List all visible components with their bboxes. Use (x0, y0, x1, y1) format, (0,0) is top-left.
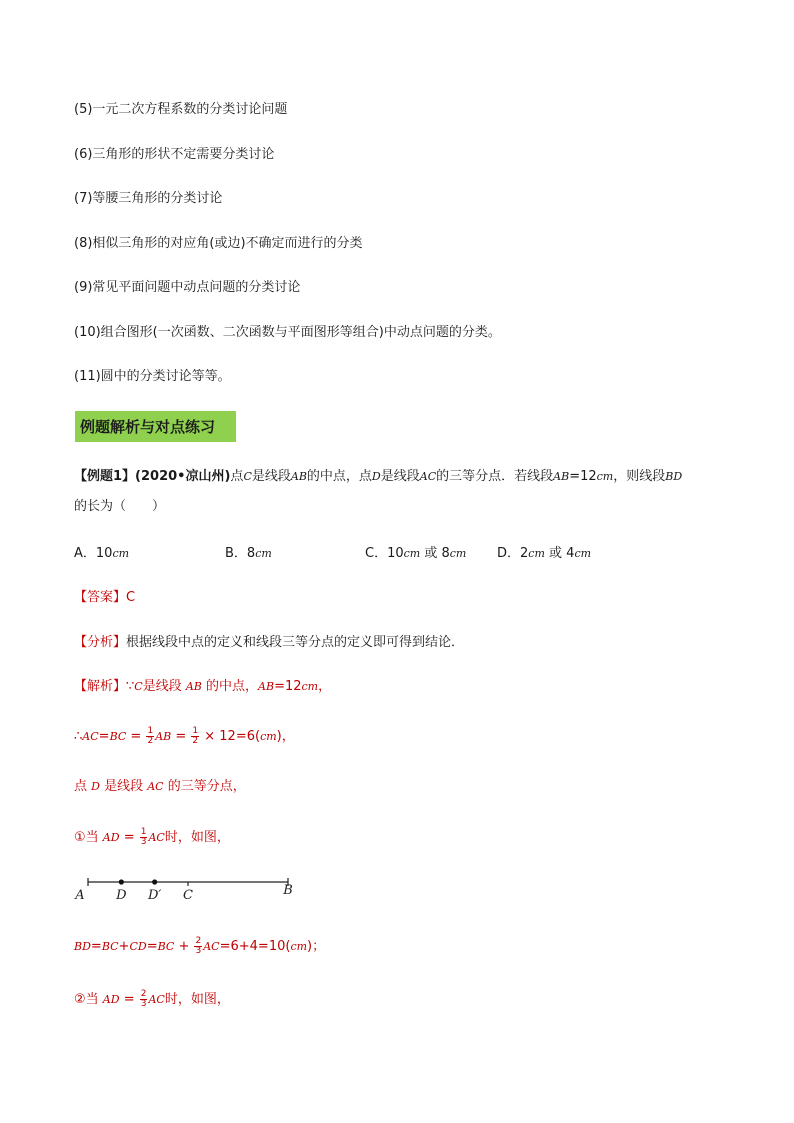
sol-text: 点 (74, 779, 92, 794)
segment-diagram (70, 872, 310, 908)
answer-value: C (126, 590, 136, 605)
option-rest: 或 4 (544, 546, 575, 561)
sol-text: 是线段 (99, 779, 148, 794)
sol-text: ， (318, 679, 332, 694)
sol-text: 是线段 (142, 679, 186, 694)
q-text: 点 (230, 469, 244, 484)
denominator: 2 (192, 736, 199, 746)
list-item-7: (7)等腰三角形的分类讨论 (74, 191, 223, 206)
list-item-9: (9)常见平面问题中动点问题的分类讨论 (74, 280, 301, 295)
sol-text: ∵ (126, 679, 135, 694)
fraction (191, 727, 199, 746)
sol-var: AC (148, 993, 165, 1006)
option-unit: cm (255, 547, 272, 560)
section-badge-label: 例题解析与对点练习 (80, 418, 216, 436)
option-unit: cm (403, 547, 421, 560)
sol-var: BC (101, 940, 119, 953)
sol-text: =12 (274, 679, 302, 694)
option-label: C．10 (365, 546, 404, 561)
sol-text: 时，如图， (164, 830, 230, 845)
sol-var: BD (74, 940, 91, 953)
example-tag: 【例题1】 (74, 469, 136, 484)
q-var-ac: AC (419, 470, 437, 483)
section-badge (75, 411, 236, 442)
sol-text: × 12=6( (200, 729, 261, 744)
sol-text: = (98, 729, 110, 744)
analysis-text: 根据线段中点的定义和线段三等分点的定义即可得到结论． (126, 635, 465, 650)
sol-var: AC (148, 831, 165, 844)
segment-label: D (116, 888, 127, 903)
sol-text: = (171, 729, 191, 744)
sol-text: + (174, 939, 194, 954)
sol-text: )； (307, 939, 326, 954)
q-text: 是线段 (251, 469, 291, 484)
option-label: D．2 (497, 546, 529, 561)
list-item-8: (8)相似三角形的对应角(或边)不确定而进行的分类 (74, 236, 363, 251)
sol-text: 的三等分点， (163, 779, 246, 794)
denominator: 3 (140, 837, 147, 847)
q-text: ，则线段 (613, 469, 666, 484)
fraction (140, 828, 148, 847)
sol-text: = (90, 939, 102, 954)
sol-var: BC (109, 730, 127, 743)
sol-text: =6+4=10( (219, 939, 291, 954)
segment-label: B (283, 883, 293, 898)
example-source: (2020•凉山州) (135, 469, 231, 484)
q-var-bd: BD (665, 470, 683, 483)
q-var-c: C (243, 470, 252, 483)
denominator: 3 (140, 999, 147, 1009)
sol-var: AC (82, 730, 99, 743)
sol-text: 时，如图， (164, 992, 230, 1007)
option-label: A．10 (74, 546, 113, 561)
analysis-line (74, 633, 464, 653)
option-b (225, 544, 272, 564)
sol-var: CD (129, 940, 147, 953)
segment-point (119, 879, 124, 884)
sol-var: AD (102, 831, 120, 844)
sol-var: AD (102, 993, 120, 1006)
sol-text: ②当 (74, 992, 103, 1007)
list-item-10: (10)组合图形(一次函数、二次函数与平面图形等组合)中动点问题的分类。 (74, 325, 501, 340)
sol-text: = (126, 729, 146, 744)
sol-var: D (91, 780, 100, 793)
solution-label: 【解析】 (74, 679, 127, 694)
segment-label: D′ (147, 888, 162, 903)
option-label: B．8 (225, 546, 256, 561)
q-unit: cm (596, 470, 614, 483)
q-var-ab: AB (290, 470, 307, 483)
answer-label: 【答案】 (74, 590, 127, 605)
q-text: 是线段 (380, 469, 420, 484)
solution-line2 (74, 727, 295, 747)
case1-line (74, 828, 230, 848)
option-unit: cm (449, 547, 467, 560)
sol-text: = (146, 939, 158, 954)
numerator: 1 (147, 726, 154, 736)
example-question-line2: 的长为（ ） (74, 499, 166, 514)
sol-text: = (119, 992, 139, 1007)
case2-line (74, 990, 230, 1010)
option-rest: 或 8 (420, 546, 450, 561)
option-c (365, 544, 466, 564)
numerator: 2 (140, 989, 147, 999)
sol-var: C (134, 680, 143, 693)
example-question-line1 (74, 467, 682, 487)
segment-label: A (75, 888, 85, 903)
calc1-line (74, 937, 325, 957)
solution-line3 (74, 777, 246, 797)
sol-text: + (118, 939, 130, 954)
q-var-d: D (371, 470, 381, 483)
segment-point (152, 879, 157, 884)
sol-var: AC (203, 940, 220, 953)
q-var-ab: AB (553, 470, 570, 483)
fraction (194, 937, 202, 956)
sol-var: BC (157, 940, 175, 953)
sol-text: = (119, 830, 139, 845)
q-text: 的三等分点．若线段 (436, 469, 554, 484)
q-text: =12 (569, 469, 597, 484)
denominator: 2 (147, 736, 154, 746)
sol-unit: cm (260, 730, 277, 743)
fraction (146, 727, 154, 746)
sol-text: ∴ (74, 729, 83, 744)
sol-var: AC (147, 780, 164, 793)
solution-line1 (74, 677, 331, 697)
sol-unit: cm (301, 680, 319, 693)
sol-text: )， (276, 729, 295, 744)
list-item-6: (6)三角形的形状不定需要分类讨论 (74, 147, 275, 162)
sol-text: 的中点， (201, 679, 259, 694)
option-unit: cm (528, 547, 545, 560)
numerator: 1 (140, 827, 147, 837)
list-item-11: (11)圆中的分类讨论等等。 (74, 369, 231, 384)
sol-var: AB (185, 680, 202, 693)
option-unit: cm (574, 547, 592, 560)
fraction (140, 990, 148, 1009)
sol-unit: cm (290, 940, 308, 953)
sol-text: ①当 (74, 830, 103, 845)
sol-var: AB (258, 680, 275, 693)
numerator: 1 (192, 726, 199, 736)
list-item-5: (5)一元二次方程系数的分类讨论问题 (74, 102, 288, 117)
q-text: 的中点，点 (306, 469, 372, 484)
numerator: 2 (195, 936, 202, 946)
option-d (497, 544, 591, 564)
answer-line (74, 588, 135, 608)
analysis-label: 【分析】 (74, 635, 127, 650)
segment-label: C (183, 888, 193, 903)
denominator: 3 (195, 946, 202, 956)
option-unit: cm (112, 547, 130, 560)
sol-var: AB (155, 730, 172, 743)
option-a (74, 544, 129, 564)
